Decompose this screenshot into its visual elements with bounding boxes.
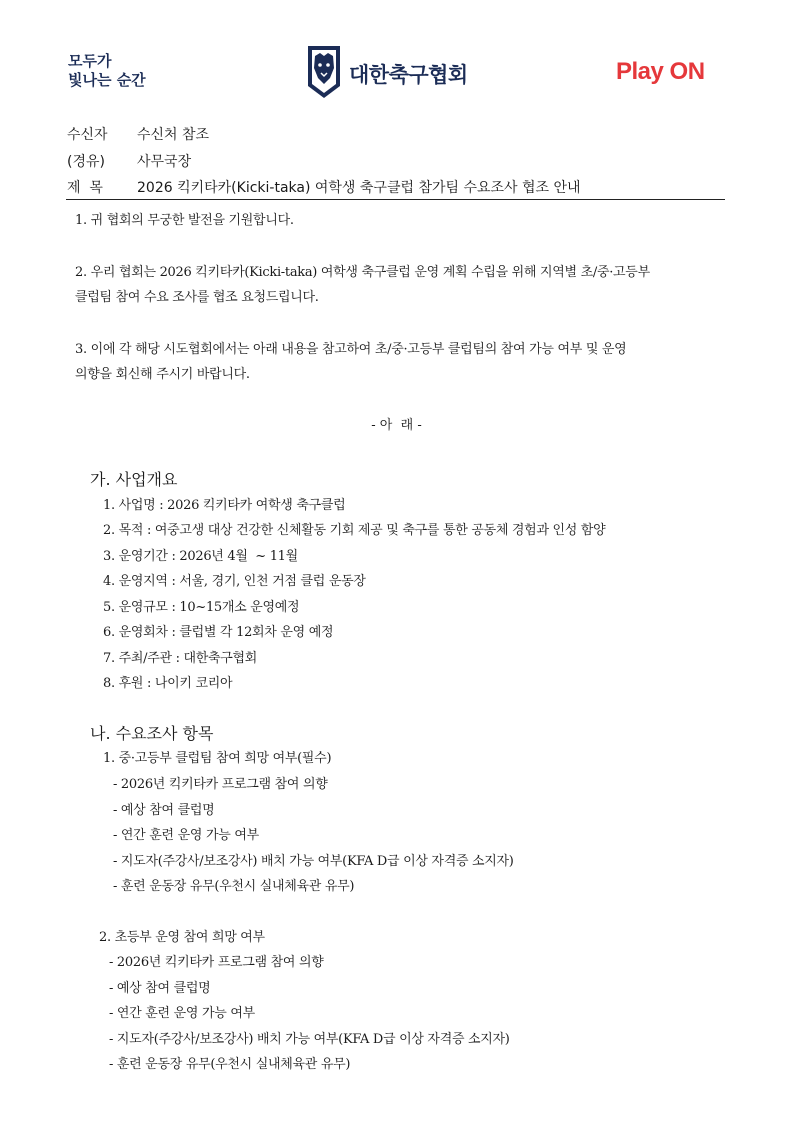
- subject-label: 제 목: [67, 180, 103, 196]
- group-1-item: - 훈련 운동장 유무(우천시 실내체육관 유무): [113, 879, 355, 894]
- paragraph-1-text: 1. 귀 협회의 무궁한 발전을 기원합니다.: [75, 213, 294, 228]
- paragraph-2-line-1: 2. 우리 협회는 2026 킥키타카(Kicki-taka) 여학생 축구클럽 운영 계획 수립을 위해 지역별 초/중·고등부: [75, 265, 650, 280]
- group-2-title: 2. 초등부 운영 참여 희망 여부: [99, 930, 265, 945]
- section-a-item: 4. 운영지역 : 서울, 경기, 인천 거점 클럽 운동장: [103, 574, 366, 589]
- paragraph-3-line-1: 3. 이에 각 해당 시도협회에서는 아래 내용을 참고하여 초/중·고등부 클럽팀의 참여 가능 여부 및 운영: [75, 342, 627, 357]
- group-1-item: - 예상 참여 클럽명: [113, 803, 215, 818]
- paragraph-3: [75, 337, 725, 387]
- kfa-emblem-icon: [306, 44, 342, 100]
- group-1-item: - 2026년 킥키타카 프로그램 참여 의향: [113, 777, 328, 792]
- group-1-item: - 연간 훈련 운영 가능 여부: [113, 828, 259, 843]
- paragraph-3-line-2: 의향을 회신해 주시기 바랍니다.: [75, 367, 250, 382]
- below-note: - 아 래 -: [371, 418, 422, 433]
- section-b-title: 나. 수요조사 항목: [90, 724, 214, 743]
- section-a-item: 7. 주최/주관 : 대한축구협회: [103, 651, 258, 666]
- recipient-label: 수신자: [67, 127, 108, 143]
- section-a-item: 3. 운영기간 : 2026년 4월 ~ 11월: [103, 549, 298, 564]
- section-a-item: 1. 사업명 : 2026 킥키타카 여학생 축구클럽: [103, 498, 346, 513]
- paragraph-2-line-2: 클럽팀 참여 수요 조사를 협조 요청드립니다.: [75, 290, 319, 305]
- org-name: 대한축구협회: [349, 63, 468, 87]
- recipient-row: [67, 124, 209, 144]
- section-a-title: 가. 사업개요: [90, 470, 178, 489]
- group-2-item: - 연간 훈련 운영 가능 여부: [109, 1006, 255, 1021]
- slogan-line-2: 빛나는 순간: [68, 71, 146, 89]
- via-value: 사무국장: [137, 154, 192, 170]
- group-1-item: - 지도자(주강사/보조강사) 배치 가능 여부(KFA D급 이상 자격증 소지자): [113, 854, 514, 869]
- group-2-item: - 지도자(주강사/보조강사) 배치 가능 여부(KFA D급 이상 자격증 소지자): [109, 1032, 510, 1047]
- play-on-logo: Play ON: [616, 58, 705, 85]
- group-2-item: - 2026년 킥키타카 프로그램 참여 의향: [109, 955, 324, 970]
- slogan-line-1: 모두가: [68, 52, 112, 70]
- subject-value: 2026 킥키타카(Kicki-taka) 여학생 축구클럽 참가팀 수요조사 협조 안내: [137, 180, 581, 196]
- paragraph-1: [75, 208, 725, 233]
- section-a-item: 8. 후원 : 나이키 코리아: [103, 676, 233, 691]
- letterhead: [0, 0, 793, 110]
- group-2-item: - 예상 참여 클럽명: [109, 981, 211, 996]
- group-2-item: - 훈련 운동장 유무(우천시 실내체육관 유무): [109, 1057, 351, 1072]
- recipient-value: 수신처 참조: [137, 127, 210, 143]
- section-a-item: 6. 운영회차 : 클럽별 각 12회차 운영 예정: [103, 625, 334, 640]
- slogan: [68, 52, 146, 90]
- section-a-item: 5. 운영규모 : 10~15개소 운영예정: [103, 600, 300, 615]
- group-1-title: 1. 중·고등부 클럽팀 참여 희망 여부(필수): [103, 751, 332, 766]
- via-row: [67, 151, 191, 171]
- paragraph-2: [75, 260, 725, 310]
- section-a-item: 2. 목적 : 여중고생 대상 건강한 신체활동 기회 제공 및 축구를 통한 공동체 경험과 인성 함양: [103, 523, 606, 538]
- header-divider: [66, 199, 725, 200]
- subject-row: [67, 177, 581, 197]
- via-label: (경유): [67, 154, 105, 170]
